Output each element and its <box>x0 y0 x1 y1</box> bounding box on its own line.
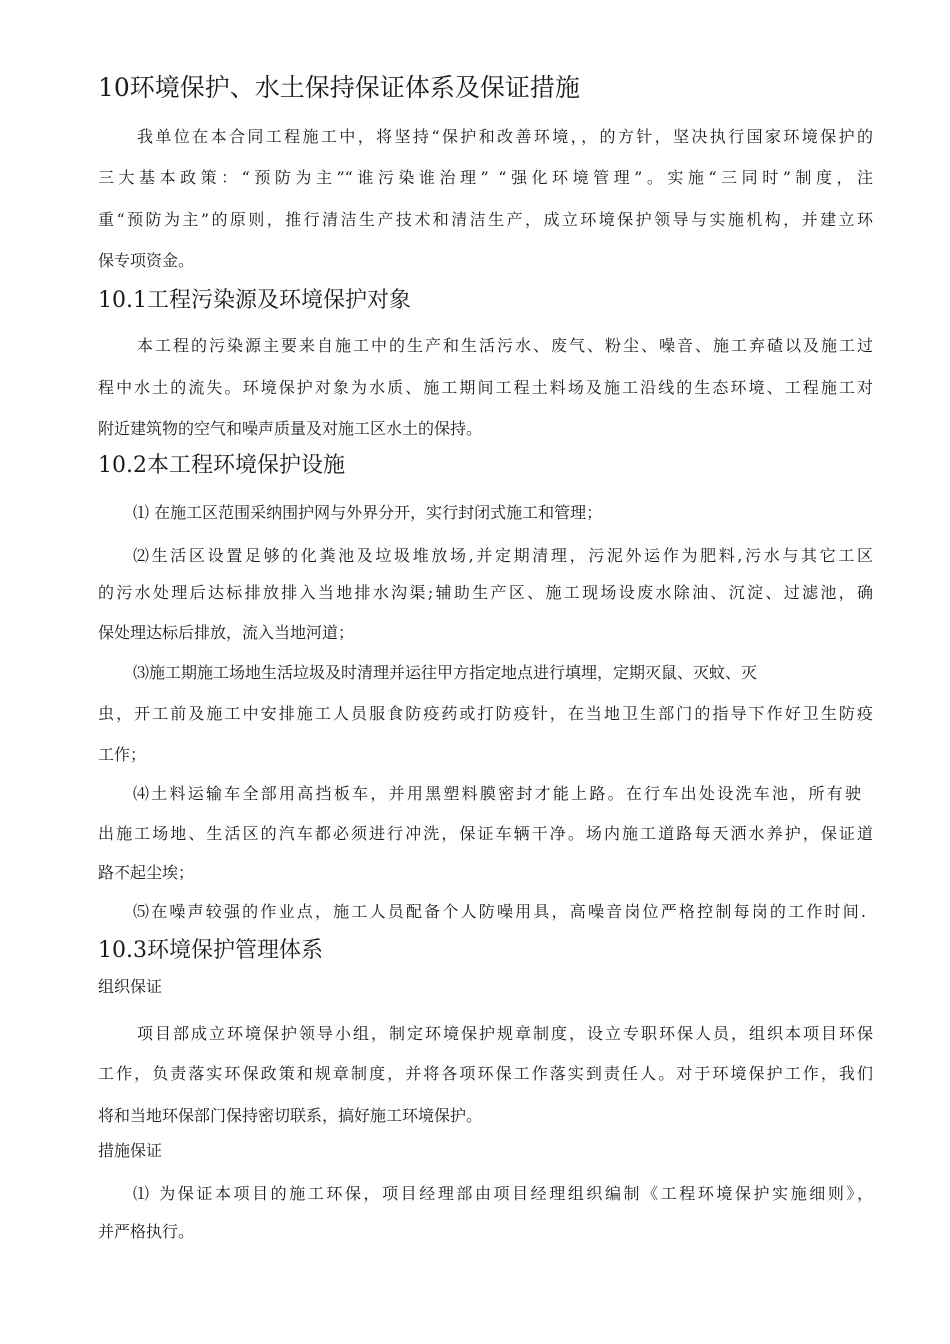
s1-line-1: 本工程的污染源主要来自施工中的生产和生活污水、废气、粉尘、噪音、施工弃碴以及施工过 <box>137 336 873 355</box>
s2-item-2-line-2: 的污水处理后达标排放排入当地排水沟渠;辅助生产区、施工现场设废水除油、沉淀、过滤池，确 <box>98 583 873 602</box>
s2-item-3-line-3: 工作； <box>98 745 147 764</box>
org-line-3: 将和当地环保部门保持密切联系，搞好施工环境保护。 <box>98 1106 483 1125</box>
s2-item-4-line-1: ⑷土料运输车全部用高挡板车，并用黑塑料膜密封才能上路。在行车出处设洗车池，所有驶 <box>133 784 861 803</box>
org-guarantee-heading: 组织保证 <box>98 977 163 996</box>
measure-line-2: 并严格执行。 <box>98 1222 195 1241</box>
s2-item-5: ⑸在噪声较强的作业点，施工人员配备个人防噪用具，高噪音岗位严格控制每岗的工作时间. <box>133 902 866 921</box>
section-10-1-heading: 10.1工程污染源及环境保护对象 <box>98 288 411 313</box>
s2-item-1: ⑴ 在施工区范围采纳围护网与外界分开，实行封闭式施工和管理； <box>133 503 603 522</box>
s2-item-2-line-1: ⑵生活区设置足够的化粪池及垃圾堆放场,并定期清理，污泥外运作为肥料,污水与其它工区 <box>133 546 873 565</box>
intro-line-2: 三大基本政策：“预防为主”“谁污染谁治理” “强化环境管理”。实施“三同时”制度，注 <box>98 168 873 187</box>
s2-item-3-line-1: ⑶施工期施工场地生活垃圾及时清理并运往甲方指定地点进行填埋，定期灭鼠、灭蚊、灭 <box>133 663 758 682</box>
section-10-2-heading: 10.2本工程环境保护设施 <box>98 453 345 478</box>
org-line-2: 工作，负责落实环保政策和规章制度，并将各项环保工作落实到责任人。对于环境保护工作，我们 <box>98 1064 873 1083</box>
org-line-1: 项目部成立环境保护领导小组，制定环境保护规章制度，设立专职环保人员，组织本项目环保 <box>137 1024 873 1043</box>
s2-item-2-line-3: 保处理达标后排放，流入当地河道； <box>98 623 355 642</box>
s1-line-3: 附近建筑物的空气和噪声质量及对施工区水土的保持。 <box>98 419 483 438</box>
s2-item-4-line-3: 路不起尘埃； <box>98 863 195 882</box>
section-10-3-heading: 10.3环境保护管理体系 <box>98 938 323 963</box>
main-heading: 10环境保护、水土保持保证体系及保证措施 <box>98 73 580 102</box>
measure-guarantee-heading: 措施保证 <box>98 1141 163 1160</box>
s2-item-3-line-2: 虫，开工前及施工中安排施工人员服食防疫药或打防疫针，在当地卫生部门的指导下作好卫生防疫 <box>98 704 873 723</box>
intro-line-1: 我单位在本合同工程施工中，将坚持“保护和改善环境，，的方针，坚决执行国家环境保护的 <box>137 127 873 146</box>
intro-line-4: 保专项资金。 <box>98 251 195 270</box>
s1-line-2: 程中水土的流失。环境保护对象为水质、施工期间工程土料场及施工沿线的生态环境、工程施工对 <box>98 378 873 397</box>
intro-line-3: 重“预防为主”的原则，推行清洁生产技术和清洁生产，成立环境保护领导与实施机构，并建立环 <box>98 210 873 229</box>
s2-item-4-line-2: 出施工场地、生活区的汽车都必须进行冲洗，保证车辆干净。场内施工道路每天洒水养护，保证道 <box>98 824 873 843</box>
measure-line-1: ⑴ 为保证本项目的施工环保，项目经理部由项目经理组织编制《工程环境保护实施细则》， <box>133 1184 873 1203</box>
